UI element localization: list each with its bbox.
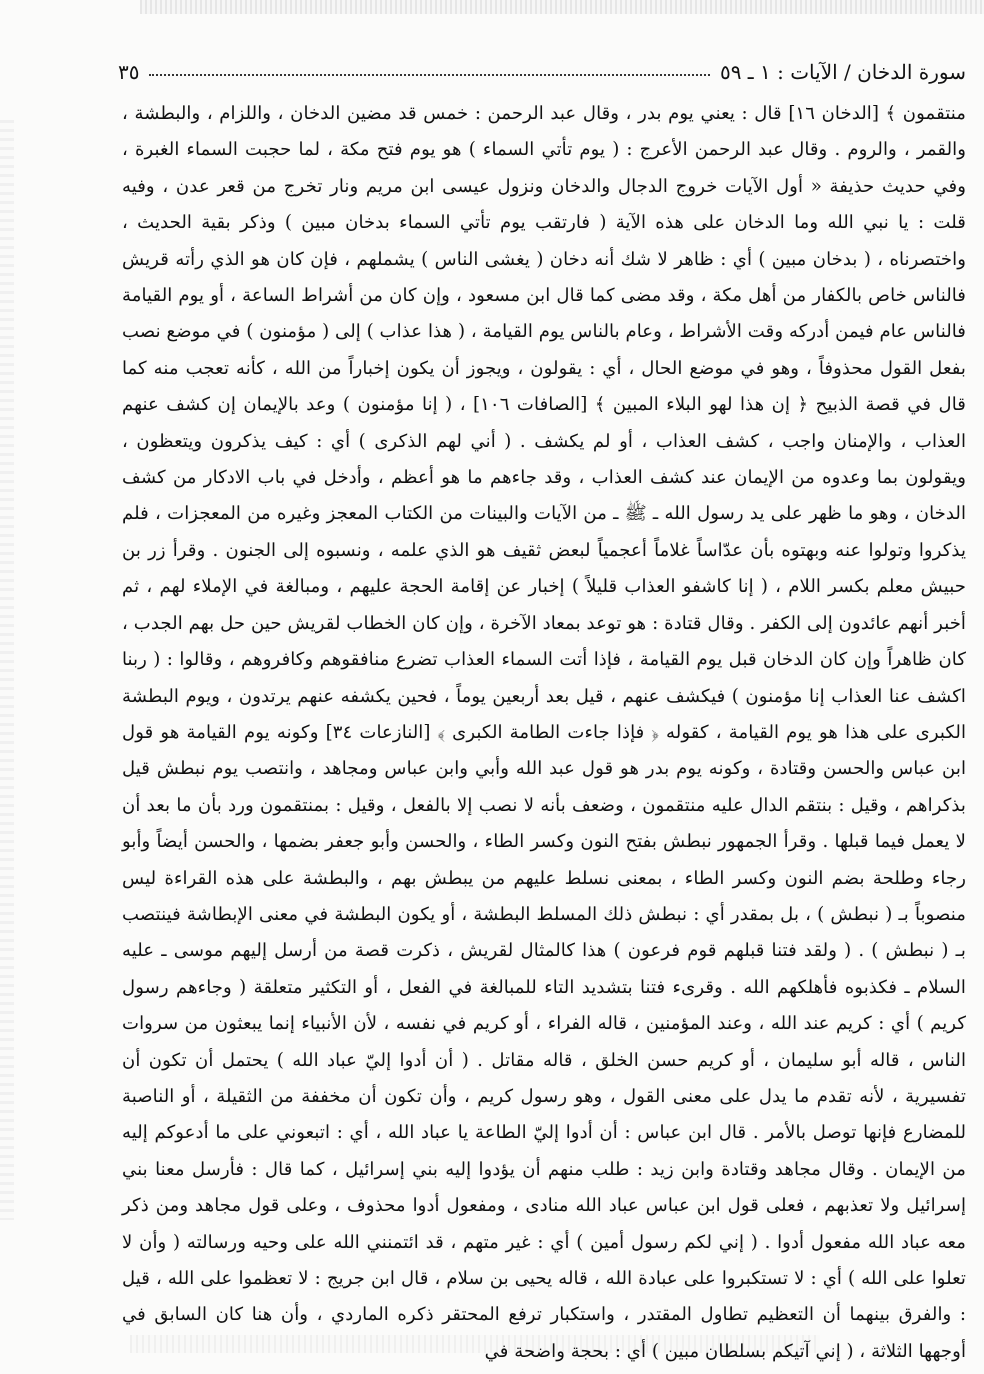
dotted-leader — [149, 74, 709, 76]
page-header — [118, 38, 966, 84]
scan-edge-top — [140, 0, 984, 14]
running-title: سورة الدخان / الآيات : ١ ـ ٥٩ — [719, 60, 966, 84]
body-text — [122, 96, 967, 1362]
page-number: ٣٥ — [118, 60, 140, 84]
body-paragraph: منتقمون ﴾ [الدخان ١٦] قال : يعني يوم بدر ، وقال عبد الرحمن : خمس قد مضين الدخان ، واللزام ، والبطشة ، والقمر ، والروم . وقال عبد الرحمن الأعرج : ( يوم تأتي السماء ) هو يوم فتح مكة ، لما حجبت السماء الغبرة ، وفي حديث حذيفة « أول الآيات خروج الدجال والدخان ونزول عيسى ابن مريم ونار تخرج من قعر عدن ، وفيه قلت : يا نبي الله وما الدخان على هذه الآية ( فارتقب يوم تأتي السماء بدخان مبين ) وذكر بقية الحديث ، واختصرناه ، ( بدخان مبين ) أي : ظاهر لا شك أنه دخان ( يغشى الناس ) يشملهم ، فإن كان هو الذي رأته قريش فالناس خاص بالكفار من أهل مكة ، وقد مضى كما قال ابن مسعود ، وإن كان من أشراط الساعة ، أو يوم القيامة فالناس عام فيمن أدركه وقت الأشراط ، وعام بالناس يوم القيامة ، ( هذا عذاب ) إلى ( مؤمنون ) في موضع نصب بفعل القول محذوفاً ، وهو في موضع الحال ، أي : يقولون ، ويجوز أن يكون إخباراً من الله ، كأنه تعجب منه كما قال في قصة الذبيح ﴿ إن هذا لهو البلاء المبين ﴾ [الصافات ١٠٦] ، ( إنا مؤمنون ) وعد بالإيمان إن كشف عنهم العذاب ، والإمنان واجب ، كشف العذاب ، أو لم يكشف . ( أني لهم الذكرى ) أي : كيف يذكرون ويتعظون ، ويقولون بما وعدوه من الإيمان عند كشف العذاب ، وقد جاءهم ما هو أعظم ، وأدخل في باب الادكار من كشف الدخان ، وهو ما ظهر على يد رسول الله ـ ﷺ ـ من الآيات والبينات من الكتاب المعجز وغيره من المعجزات ، فلم يذكروا وتولوا عنه وبهتوه بأن عدّاساً غلاماً أعجمياً لبعض ثقيف هو الذي علمه ، ونسبوه إلى الجنون . وقرأ زر بن حبيش معلم بكسر اللام ، ( إنا كاشفو العذاب قليلاً ) إخبار عن إقامة الحجة عليهم ، ومبالغة في الإملاء لهم ، ثم أخبر أنهم عائدون إلى الكفر . وقال قتادة : هو توعد بمعاد الآخرة ، وإن كان الخطاب لقريش حين حل بهم الجدب ، كان ظاهراً وإن كان الدخان قبل يوم القيامة ، فإذا أتت السماء العذاب تضرع منافقوهم وكافروهم ، وقالوا : ( ربنا اكشف عنا العذاب إنا مؤمنون ) فيكشف عنهم ، قيل بعد أربعين يوماً ، فحين يكشفه عنهم يرتدون ، ويوم البطشة الكبرى على هذا هو يوم القيامة ، كقوله ﴿ فإذا جاءت الطامة الكبرى ﴾ [النازعات ٣٤] وكونه يوم القيامة هو قول ابن عباس والحسن وقتادة ، وكونه يوم بدر هو قول عبد الله وأبي وابن عباس ومجاهد ، وانتصب يوم نبطش قيل بذكراهم ، وقيل : بنتقم الدال عليه منتقمون ، وضعف بأنه لا نصب إلا بالفعل ، وقيل : بمنتقمون ورد بأن ما بعد أن لا يعمل فيما قبلها . وقرأ الجمهور نبطش بفتح النون وكسر الطاء ، والحسن وأبو جعفر بضمها ، والحسن أيضاً وأبو رجاء وطلحة بضم النون وكسر الطاء ، بمعنى نسلط عليهم من يبطش بهم ، والبطشة على هذه القراءة ليس منصوباً بـ ( نبطش ) ، بل بمقدر أي : نبطش ذلك المسلط البطشة ، أو يكون البطشة في معنى الإبطاشة فينتصب بـ ( نبطش ) . ( ولقد فتنا قبلهم قوم فرعون ) هذا كالمثال لقريش ، ذكرت قصة من أرسل إليهم موسى ـ عليه السلام ـ فكذبوه فأهلكهم الله . وقرىء فتنا بتشديد التاء للمبالغة في الفعل ، أو التكثير متعلقة ( وجاءهم رسول كريم ) أي : كريم عند الله ، وعند المؤمنين ، قاله الفراء ، أو كريم في نفسه ، لأن الأنبياء إنما يبعثون من سروات الناس ، قاله أبو سليمان ، أو كريم حسن الخلق ، قاله مقاتل . ( أن أدوا إليّ عباد الله ) يحتمل أن تكون أن تفسيرية ، لأنه تقدم ما يدل على معنى القول ، وهو رسول كريم ، وأن تكون أن مخففة من الثقيلة ، أو الناصبة للمضارع فإنها توصل بالأمر . قال ابن عباس : أن أدوا إليّ الطاعة يا عباد الله ، أي : اتبعوني على ما أدعوكم إليه من الإيمان . وقال مجاهد وقتادة وابن زيد : طلب منهم أن يؤدوا إليه بني إسرائيل ، كما قال : فأرسل معنا بني إسرائيل ولا تعذبهم ، فعلى قول ابن عباس عباد الله منادى ، ومفعول أدوا محذوف ، وعلى قول مجاهد ومن ذكر معه عباد الله مفعول أدوا . ( إني لكم رسول أمين ) أي : غير متهم ، قد ائتمنني الله على وحيه ورسالته ( وأن لا تعلوا على الله ) أي : لا تستكبروا على عبادة الله ، قاله يحيى بن سلام ، قال ابن جريج : لا تعظموا على الله ، قيل : والفرق بينهما أن التعظيم تطاول المقتدر ، واستكبار ترفع المحتقر ذكره الماردي ، وأن هنا كان السابق في أوجهها الثلاثة ، ( إني آتيكم بسلطان مبين ) أي : بحجة واضحة في — [122, 103, 967, 1362]
scan-edge-left — [0, 120, 14, 1220]
